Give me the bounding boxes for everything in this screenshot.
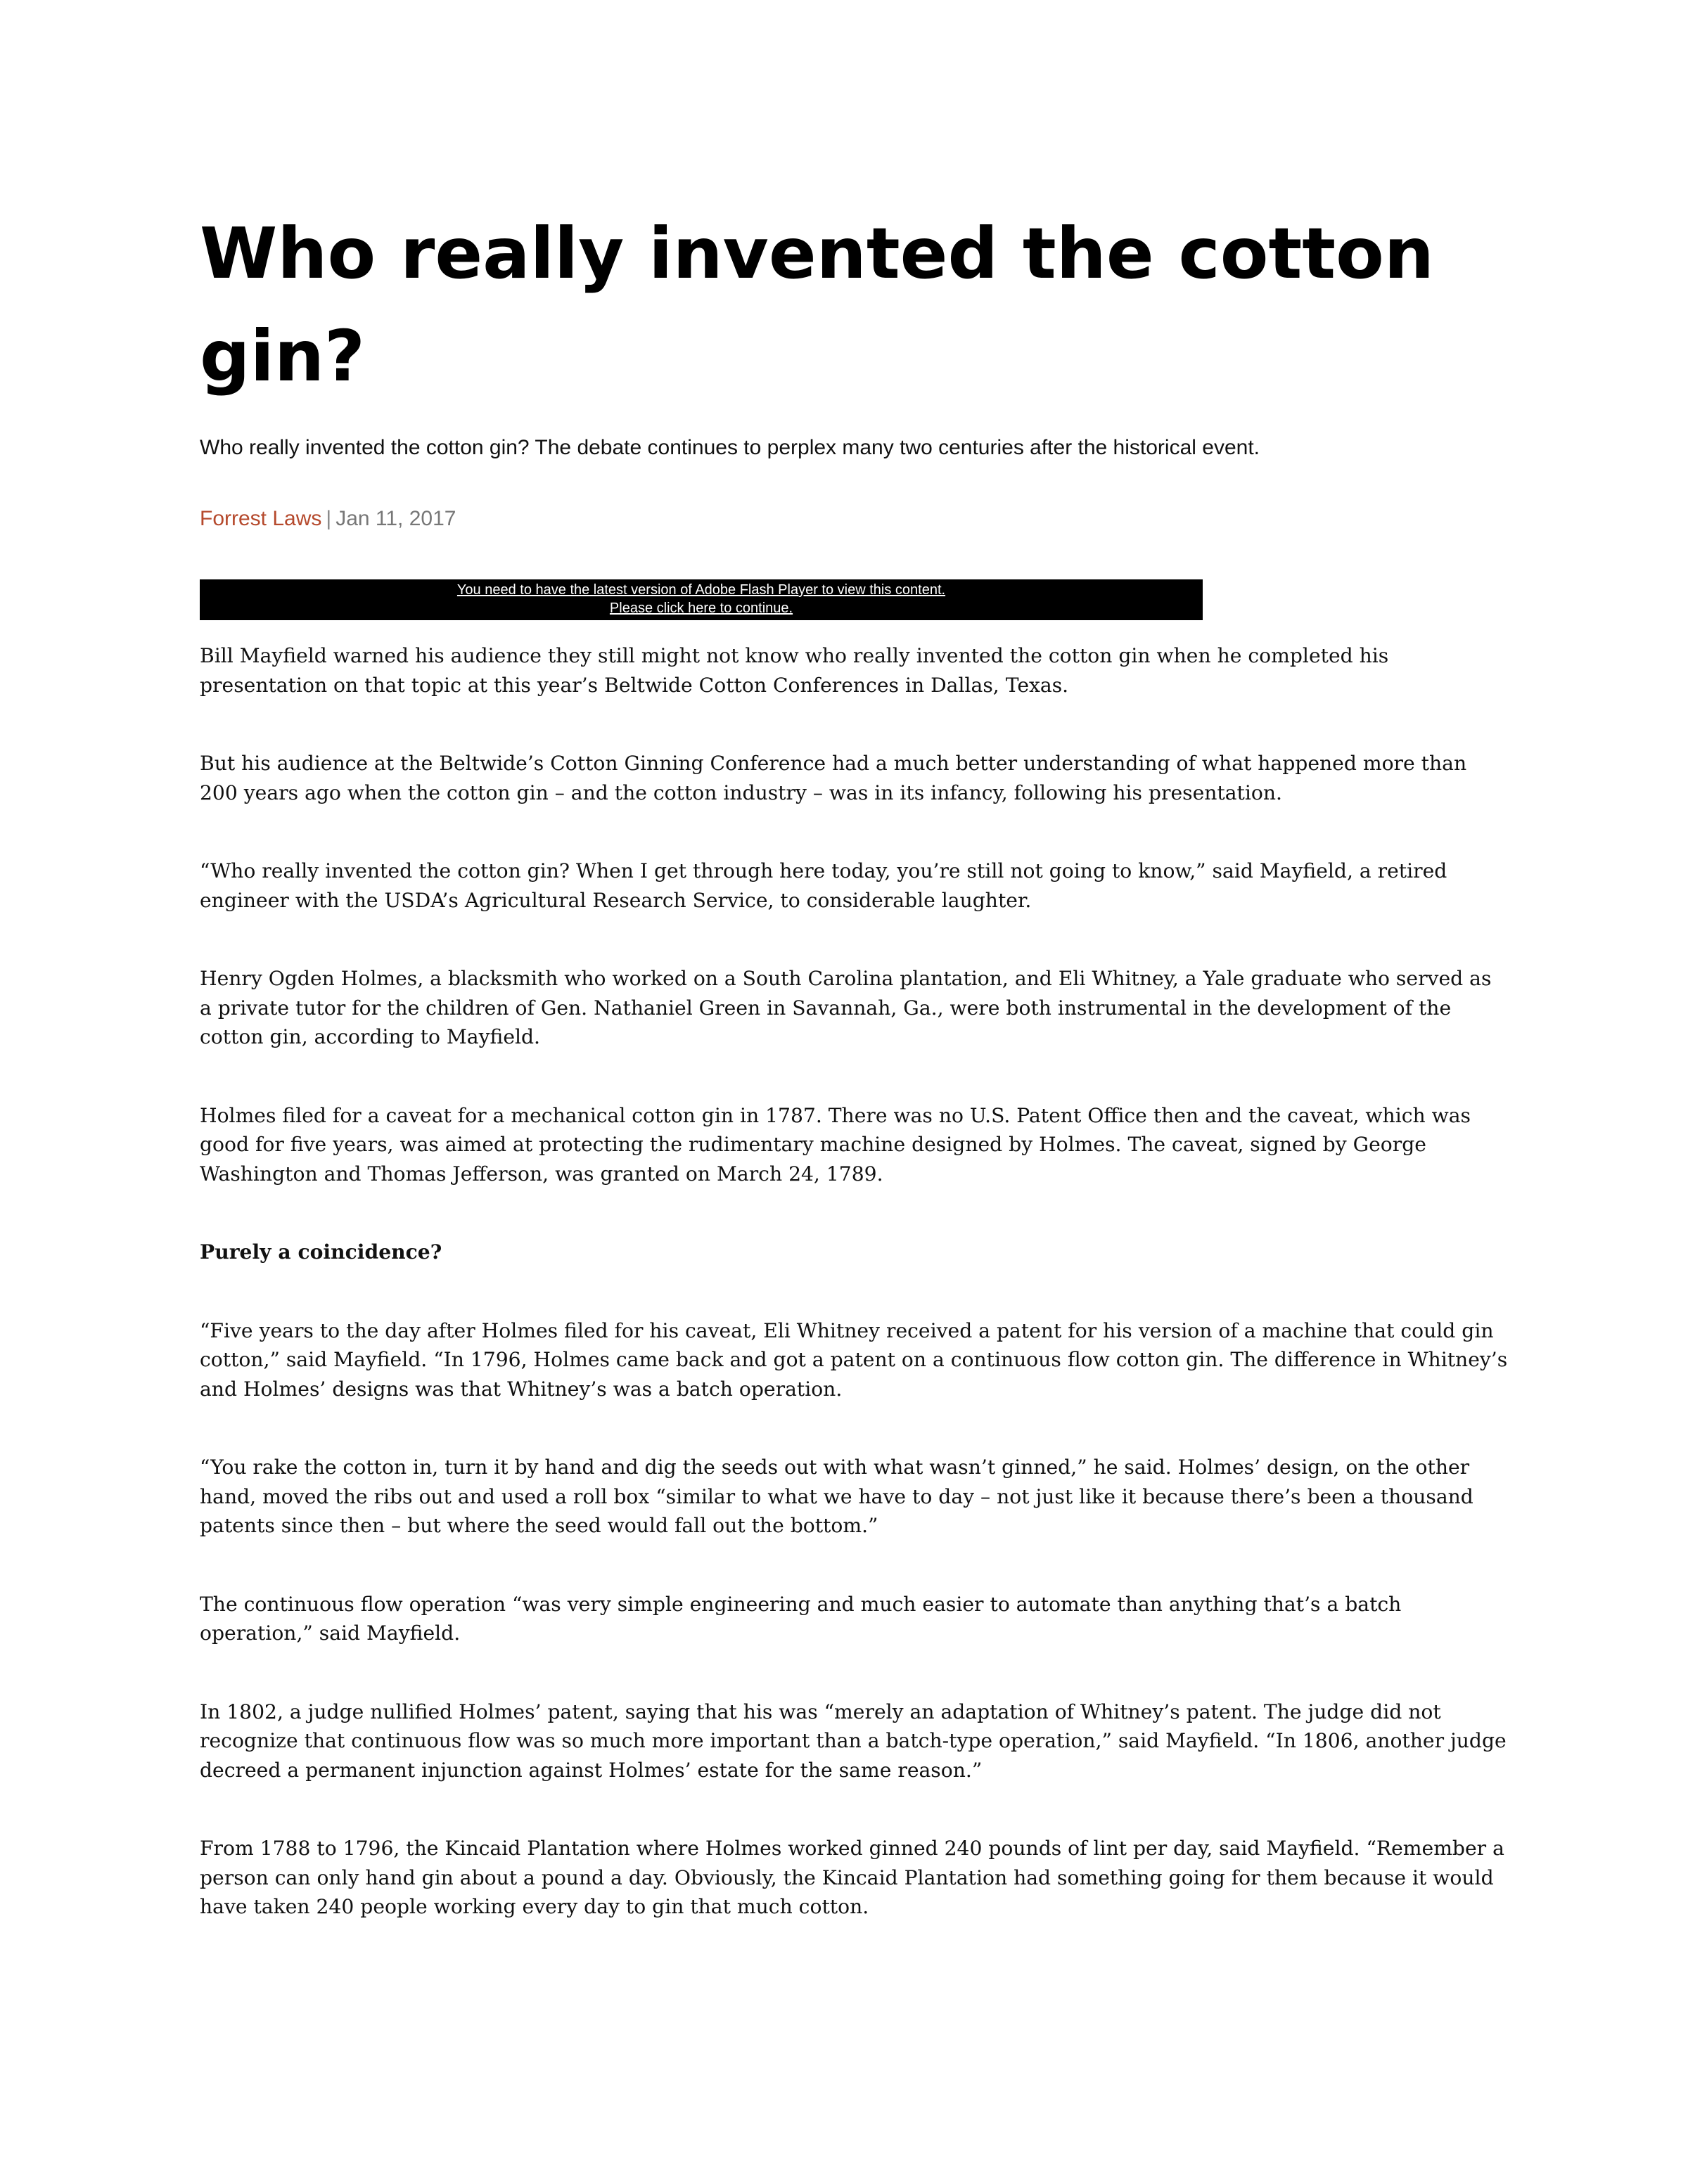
article-body (200, 641, 1508, 1971)
publish-date: Jan 11, 2017 (335, 507, 456, 530)
article-paragraph: From 1788 to 1796, the Kincaid Plantation where Holmes worked ginned 240 pounds of lint per day, said Mayfield. “Remember a person can only hand gin about a pound a day. Obviously, the Kincaid Plantation had something going for them because it would have taken 240 people working every day to gin that much cotton. (200, 1837, 1504, 1918)
byline-separator: | (326, 507, 332, 530)
section-subhead: Purely a coincidence? (200, 1240, 442, 1264)
article-paragraph: “Five years to the day after Holmes filed for his caveat, Eli Whitney received a patent for his version of a machine that could gin cotton,” said Mayfield. “In 1796, Holmes came back and got a patent on a continuous flow cotton gin. The difference in Whitney’s and Holmes’ designs was that Whitney’s was a batch operation. (200, 1318, 1508, 1401)
article-title: Who really invented the cotton gin? (200, 212, 1434, 397)
article-paragraph: Henry Ogden Holmes, a blacksmith who worked on a South Carolina plantation, and Eli Whitney, a Yale graduate who served as a private tutor for the children of Gen. Nathaniel Green in Savannah, Ga., were both instrumental in the development of the cotton gin, according to Mayfield. (200, 967, 1492, 1048)
article-paragraph: “Who really invented the cotton gin? When I get through here today, you’re still not going to know,” said Mayfield, a retired engineer with the USDA’s Agricultural Research Service, to considerable laughter. (200, 859, 1447, 912)
article-paragraph: Holmes filed for a caveat for a mechanical cotton gin in 1787. There was no U.S. Patent Office then and the caveat, which was good for five years, was aimed at protecting the rudimentary machine designed by Holmes. The caveat, signed by George Washington and Thomas Jefferson, was granted on March 24, 1789. (200, 1103, 1471, 1186)
article-paragraph: But his audience at the Beltwide’s Cotton Ginning Conference had a much better understanding of what happened more than 200 years ago when the cotton gin – and the cotton industry – was in its infancy, following his presentation. (200, 752, 1467, 804)
author-link[interactable]: Forrest Laws (200, 507, 322, 530)
article-paragraph: Bill Mayfield warned his audience they still might not know who really invented the cotton gin when he completed his presentation on that topic at this year’s Beltwide Cotton Conferences in Dallas, Texas. (200, 644, 1389, 697)
article-paragraph: In 1802, a judge nullified Holmes’ patent, saying that his was “merely an adaptation of Whitney’s patent. The judge did not recognize that continuous flow was so much more important than a batch-type operation,” said Mayfield. “In 1806, another judge decreed a permanent injunction against Holmes’ estate for the same reason.” (200, 1700, 1507, 1782)
article-paragraph: The continuous flow operation “was very simple engineering and much easier to automate than anything that’s a batch operation,” said Mayfield. (200, 1592, 1402, 1645)
flash-player-placeholder (200, 579, 1203, 620)
flash-continue-link[interactable]: Please click here to continue. (609, 600, 793, 616)
flash-update-link[interactable]: You need to have the latest version of Adobe Flash Player to view this content. (456, 582, 946, 598)
article-subtitle: Who really invented the cotton gin? The debate continues to perplex many two centuries after the historical event. (200, 436, 1260, 459)
article-paragraph: “You rake the cotton in, turn it by hand and dig the seeds out with what wasn’t ginned,” he said. Holmes’ design, on the other hand, moved the ribs out and used a roll box “similar to what we have to day – not just like it because there’s been a thousand patents since then – but where the seed would fall out the bottom.” (200, 1456, 1473, 1537)
byline (200, 505, 456, 533)
